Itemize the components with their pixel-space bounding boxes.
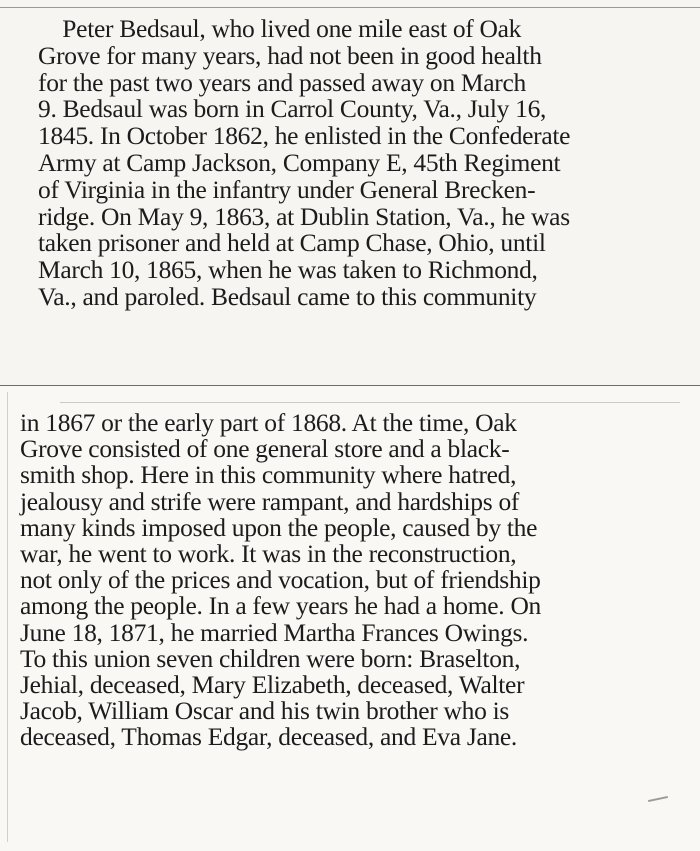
text-line: deceased, Thomas Edgar, deceased, and Eva Jane. <box>20 722 518 752</box>
clipping-divider <box>0 385 700 386</box>
article-paragraph-top <box>38 16 570 311</box>
text-line: in 1867 or the early part of 1868. At the time, Oak <box>20 408 517 437</box>
text-line: for the past two years and passed away on March <box>38 67 526 97</box>
text-line: Army at Camp Jackson, Company E, 45th Regiment <box>38 147 561 177</box>
text-line: Grove consisted of one general store and a black- <box>20 434 510 464</box>
text-line: many kinds imposed upon the people, caused by the <box>20 512 538 542</box>
top-edge-line <box>0 7 700 8</box>
text-line: war, he went to work. It was in the reconstruction, <box>20 539 517 569</box>
text-line: ridge. On May 9, 1863, at Dublin Station, Va., he was <box>38 201 570 231</box>
text-line: not only of the prices and vocation, but of friendship <box>20 565 541 595</box>
left-edge-line <box>7 392 8 842</box>
text-line: Grove for many years, had not been in good health <box>38 40 542 70</box>
text-line: 9. Bedsaul was born in Carrol County, Va., July 16, <box>38 94 547 124</box>
text-line: 1845. In October 1862, he enlisted in the Confederate <box>38 121 571 151</box>
text-line: jealousy and strife were rampant, and hardships of <box>20 486 520 516</box>
text-line: To this union seven children were born: Braselton, <box>20 643 521 673</box>
text-line: June 18, 1871, he married Martha Frances Owings. <box>20 617 529 647</box>
divider-shadow <box>60 402 680 403</box>
text-line: Jacob, William Oscar and his twin brother who is <box>20 696 510 726</box>
text-line: smith shop. Here in this community where hatred, <box>20 460 517 490</box>
text-line: taken prisoner and held at Camp Chase, Ohio, until <box>38 228 546 258</box>
text-line: among the people. In a few years he had a home. On <box>20 591 542 621</box>
text-line: Va., and paroled. Bedsaul came to this community <box>38 281 537 311</box>
text-line: Jehial, deceased, Mary Elizabeth, deceased, Walter <box>20 670 525 700</box>
text-line: of Virginia in the infantry under General Brecken- <box>38 174 536 204</box>
text-line: March 10, 1865, when he was taken to Richmond, <box>38 255 538 285</box>
text-line: Peter Bedsaul, who lived one mile east of Oak <box>38 14 522 43</box>
article-paragraph-bottom <box>20 410 541 751</box>
